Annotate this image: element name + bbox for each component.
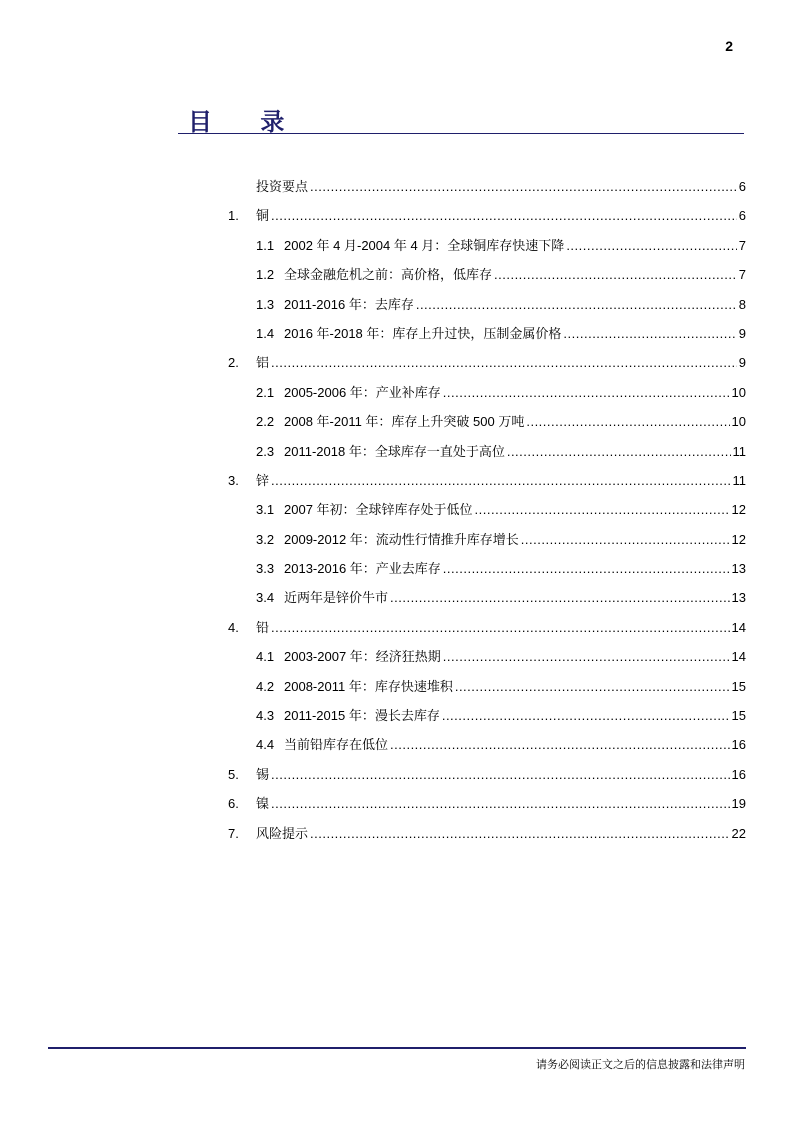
toc-entry-number: 3.3 [256, 561, 275, 577]
toc-entry-number: 4.4 [256, 737, 275, 753]
toc-leader-dots [443, 385, 730, 400]
toc-entry-title: 风险提示 [256, 825, 309, 841]
toc-entry-page: 7 [738, 267, 746, 283]
toc-leader-dots [271, 767, 730, 782]
toc-entry-page: 12 [731, 531, 746, 547]
toc-entry-page: 7 [738, 237, 746, 253]
toc-entry[interactable] [228, 764, 746, 793]
toc-entry[interactable] [228, 382, 746, 411]
toc-heading [178, 100, 744, 134]
toc-entry-title: 2011-2016 年：去库存 [284, 296, 414, 312]
toc-entry-page: 22 [731, 825, 746, 841]
toc-leader-dots [563, 326, 736, 341]
toc-entry-number: 6. [228, 796, 239, 812]
toc-entry-page: 9 [738, 325, 746, 341]
toc-entry-number: 2. [228, 355, 239, 371]
toc-entry-title: 铜 [256, 208, 270, 224]
toc-entry-number: 3.2 [256, 531, 275, 547]
toc-entry[interactable] [228, 646, 746, 675]
toc-entry-title: 2007 年初：全球锌库存处于低位 [284, 502, 473, 518]
page-number: 2 [725, 38, 733, 54]
toc-entry-number: 2.3 [256, 443, 275, 459]
toc-entry-page: 8 [738, 296, 746, 312]
toc-leader-dots [455, 679, 730, 694]
toc-entry-title: 2009-2012 年：流动性行情推升库存增长 [284, 531, 519, 547]
footer-disclaimer: 请务必阅读正文之后的信息披露和法律声明 [536, 1058, 745, 1071]
toc-entry[interactable] [228, 205, 746, 234]
toc-entry-number: 1.1 [256, 237, 275, 253]
table-of-contents [228, 176, 746, 852]
toc-entry-number: 4.3 [256, 708, 275, 724]
toc-entry[interactable] [228, 235, 746, 264]
toc-entry[interactable] [228, 587, 746, 616]
toc-entry-page: 13 [731, 561, 746, 577]
toc-entry[interactable] [228, 617, 746, 646]
toc-entry[interactable] [228, 558, 746, 587]
toc-entry-title: 2002 年 4 月-2004 年 4 月：全球铜库存快速下降 [284, 237, 565, 253]
toc-entry-title: 锌 [256, 472, 270, 488]
toc-leader-dots [475, 502, 730, 517]
toc-entry-number: 5. [228, 766, 239, 782]
toc-leader-dots [442, 708, 730, 723]
toc-leader-dots [416, 297, 737, 312]
toc-entry-title: 全球金融危机之前：高价格，低库存 [284, 267, 493, 283]
toc-entry[interactable] [228, 323, 746, 352]
toc-leader-dots [443, 561, 730, 576]
toc-leader-dots [310, 826, 730, 841]
toc-entry-page: 11 [732, 443, 746, 459]
toc-leader-dots [271, 473, 730, 488]
toc-entry[interactable] [228, 470, 746, 499]
toc-leader-dots [526, 414, 729, 429]
toc-entry-title: 2005-2006 年：产业补库存 [284, 384, 441, 400]
toc-entry[interactable] [228, 823, 746, 852]
toc-leader-dots [494, 267, 737, 282]
toc-entry[interactable] [228, 529, 746, 558]
toc-leader-dots [271, 208, 737, 223]
toc-leader-dots [507, 444, 731, 459]
toc-entry-page: 16 [731, 737, 746, 753]
toc-entry-number: 4.2 [256, 678, 275, 694]
toc-leader-dots [390, 737, 730, 752]
toc-entry-title: 投资要点 [256, 179, 309, 194]
toc-entry[interactable] [228, 352, 746, 381]
toc-entry-number: 2.1 [256, 384, 275, 400]
toc-entry-title: 2003-2007 年：经济狂热期 [284, 649, 441, 665]
toc-entry-title: 铅 [256, 619, 270, 635]
toc-leader-dots [566, 238, 736, 253]
toc-entry-number: 4.1 [256, 649, 275, 665]
toc-entry-number: 3.4 [256, 590, 275, 606]
toc-entry[interactable] [228, 294, 746, 323]
toc-entry-title: 镍 [256, 796, 270, 812]
toc-entry-page: 12 [731, 502, 746, 518]
toc-entry-page: 11 [732, 472, 746, 488]
toc-entry[interactable] [228, 499, 746, 528]
toc-entry-title: 2011-2015 年：漫长去库存 [284, 708, 440, 724]
toc-heading-text: 目 录 [188, 107, 305, 136]
toc-entry-title: 2008 年-2011 年：库存上升突破 500 万吨 [284, 414, 525, 430]
toc-entry-page: 9 [738, 355, 746, 371]
toc-entry-number: 1.3 [256, 296, 275, 312]
toc-entry-title: 锡 [256, 766, 270, 782]
toc-entry-number: 2.2 [256, 414, 275, 430]
toc-entry-title: 当前铅库存在低位 [284, 737, 389, 753]
toc-leader-dots [390, 590, 730, 605]
toc-entry-page: 15 [731, 708, 746, 724]
toc-entry[interactable] [228, 264, 746, 293]
toc-entry-page: 10 [731, 384, 746, 400]
toc-entry-page: 15 [731, 678, 746, 694]
toc-entry[interactable] [228, 705, 746, 734]
toc-entry-page: 14 [731, 619, 746, 635]
toc-entry-title: 2008-2011 年：库存快速堆积 [284, 678, 453, 694]
toc-entry[interactable] [228, 176, 746, 205]
toc-entry-page: 14 [731, 649, 746, 665]
toc-entry-title: 2013-2016 年：产业去库存 [284, 561, 441, 577]
toc-entry[interactable] [228, 411, 746, 440]
toc-leader-dots [310, 179, 737, 194]
toc-entry-page: 13 [731, 590, 746, 606]
toc-entry-title: 2011-2018 年：全球库存一直处于高位 [284, 443, 505, 459]
toc-entry-page: 6 [738, 179, 746, 194]
toc-entry[interactable] [228, 793, 746, 822]
footer-divider [48, 1047, 746, 1049]
toc-entry-number: 4. [228, 619, 239, 635]
toc-entry-title: 近两年是锌价牛市 [284, 590, 389, 606]
toc-entry-number: 1. [228, 208, 239, 224]
toc-entry-page: 16 [731, 766, 746, 782]
toc-leader-dots [271, 796, 730, 811]
toc-leader-dots [443, 649, 730, 664]
toc-entry-page: 10 [731, 414, 746, 430]
toc-entry-number: 1.4 [256, 325, 275, 341]
toc-entry-page: 6 [738, 208, 746, 224]
toc-entry[interactable] [228, 734, 746, 763]
toc-entry-title: 2016 年-2018 年：库存上升过快，压制金属价格 [284, 325, 562, 341]
toc-entry-title: 铝 [256, 355, 270, 371]
toc-entry-number: 7. [228, 825, 239, 841]
toc-entry-page: 19 [731, 796, 746, 812]
toc-leader-dots [271, 620, 730, 635]
toc-leader-dots [521, 532, 730, 547]
toc-entry-number: 3.1 [256, 502, 275, 518]
toc-entry[interactable] [228, 676, 746, 705]
toc-entry-number: 1.2 [256, 267, 275, 283]
toc-entry[interactable] [228, 441, 746, 470]
toc-leader-dots [271, 355, 737, 370]
toc-entry-number: 3. [228, 472, 239, 488]
